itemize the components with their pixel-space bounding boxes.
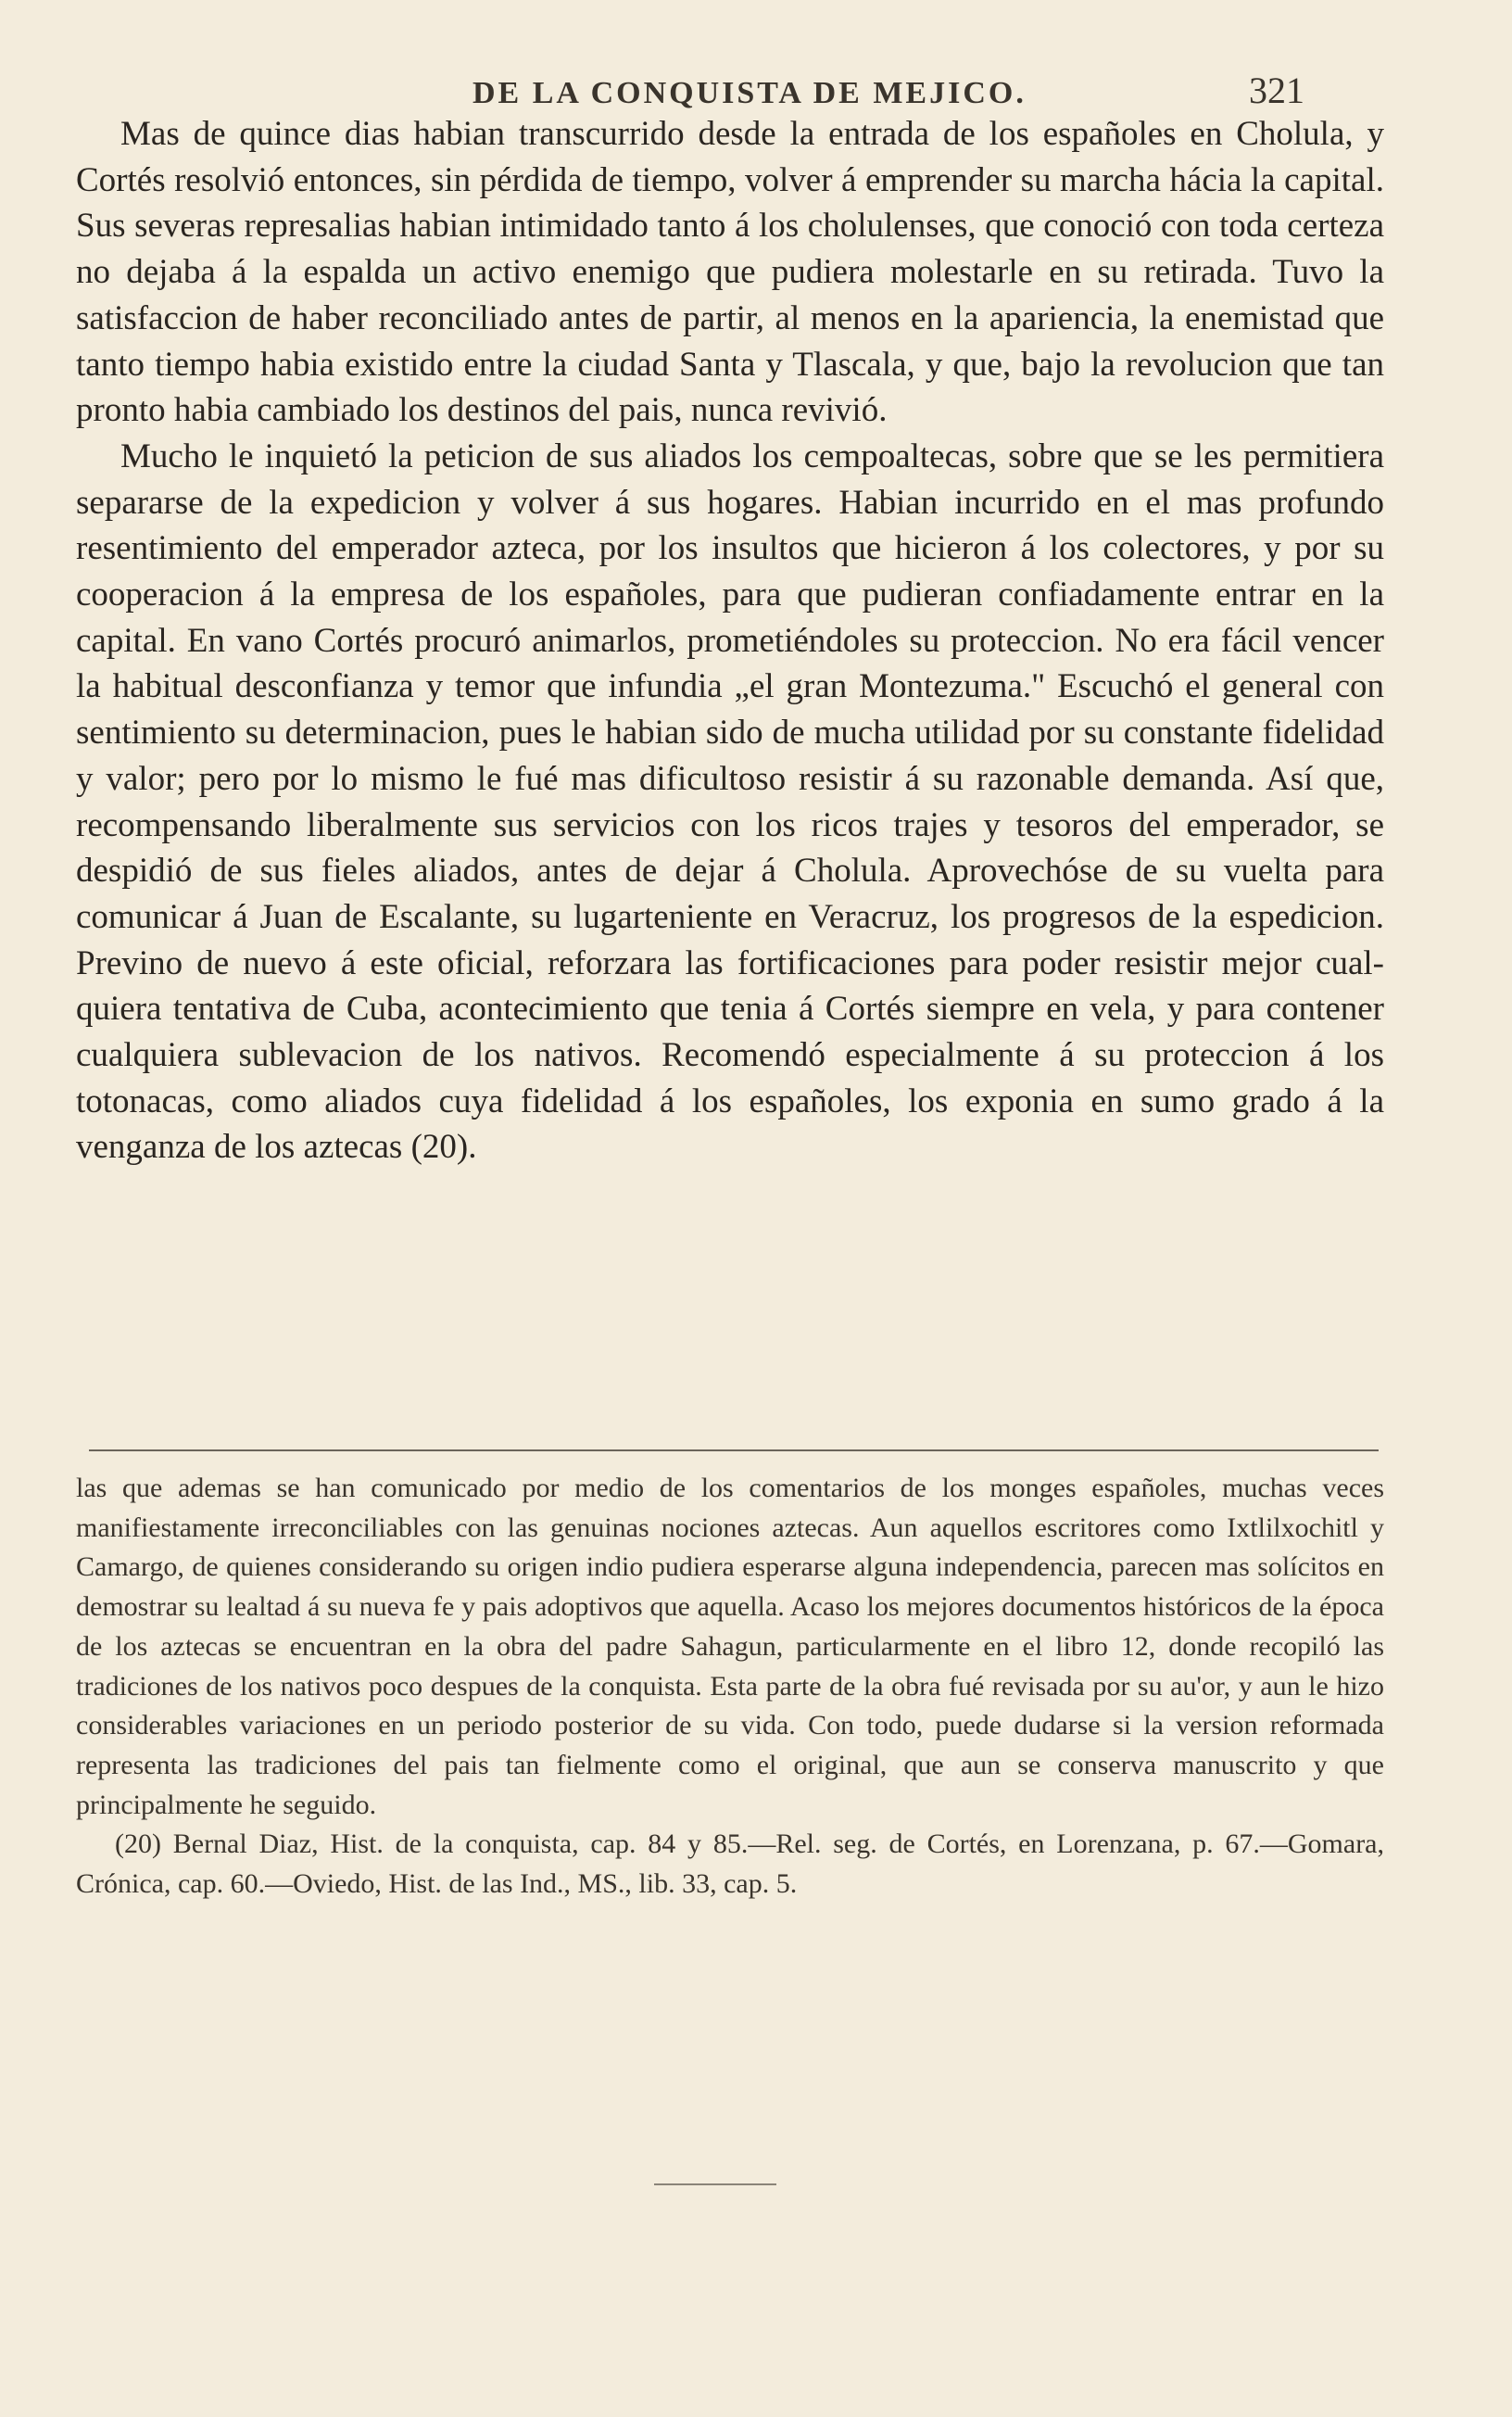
- page-header: [0, 63, 1512, 119]
- main-text: [76, 111, 1384, 1171]
- paragraph: Mas de quince dias habian transcurrido desde la entrada de los españoles en Cholula, y Cortés resolvió entonces, sin pérdida de tiempo, volver á emprender su marcha hácia la capital. Sus severas represalias habian intimidado tanto á los cholulenses, que conoció con toda certeza no dejaba á la espalda un activo enemigo que pudiera molestarle en su retirada. Tuvo la satisfaccion de haber reconciliado antes de partir, al menos en la apariencia, la enemistad que tanto tiempo habia existido entre la ciudad Santa y Tlascala, y que, bajo la revolucion que tan pronto habia cambiado los destinos del pais, nunca revivió.: [76, 115, 1384, 430]
- end-rule: [654, 2183, 776, 2185]
- footnote-separator: [89, 1449, 1379, 1451]
- running-title: DE LA CONQUISTA DE MEJICO.: [472, 76, 1027, 110]
- paragraph: Mucho le inquietó la peticion de sus aliados los cempoaltecas, sobre que se les permitiera separarse de la expedicion y volver á sus hogares. Habian incurrido en el mas profundo resentimiento del emperador azteca, por los insultos que hicieron á los colectores, y por su cooperacion á la empresa de los españoles, para que pudieran confiadamente entrar en la capital. En vano Cortés procuró animarlos, prometiéndoles su proteccion. No era fácil vencer la habitual desconfianza y temor que infundia „el gran Montezuma." Escuchó el general con sentimiento su determinacion, pues le habian sido de mucha utilidad por su constante fidelidad y valor; pero por lo mismo le fué mas dificultoso resistir á su razonable demanda. Así que, recompensando liberalmente sus servicios con los ricos trajes y tesoros del emperador, se despidió de sus fieles aliados, antes de dejar á Cholula. Aprovechóse de su vuelta para comunicar á Juan de Escalante, su lugarteniente en Veracruz, los progresos de la espedicion. Previno de nuevo á este oficial, reforzara las fortificaciones para poder resistir mejor cualquiera tentativa de Cuba, acontecimiento que tenia á Cortés siempre en vela, y para contener cualquiera sublevacion de los nativos. Recomendó especialmente á su proteccion á los totonacas, como aliados cuya fidelidad á los españoles, los exponia en sumo grado á la venganza de los aztecas (20).: [76, 437, 1384, 1167]
- footnote-continuation: las que ademas se han comunicado por medio de los comentarios de los monges españoles, muchas veces manifiestamente irreconciliables con las genuinas nociones aztecas. Aun aquellos escritores como Ixtlilxochitl y Camargo, de quienes considerando su origen indio pudiera esperarse alguna independencia, parecen mas solícitos en demostrar su lealtad á su nueva fe y pais adoptivos que aquella. Acaso los mejores documentos históricos de la época de los aztecas se encuentran en la obra del padre Sahagun, particularmente en el libro 12, donde recopiló las tradiciones de los nativos poco despues de la conquista. Esta parte de la obra fué revisada por su au'or, y aun le hizo considerables variaciones en un periodo posterior de su vida. Con todo, puede dudarse si la version reformada representa las tradiciones del pais tan fielmente como el original, que aun se conserva manuscrito y que principalmente he seguido.: [76, 1473, 1384, 1820]
- footnotes: [76, 1469, 1384, 1904]
- footnote-20: (20) Bernal Diaz, Hist. de la conquista, cap. 84 y 85.—Rel. seg. de Cortés, en Lorenzana, p. 67.—Gomara, Crónica, cap. 60.—Oviedo, Hist. de las Ind., MS., lib. 33, cap. 5.: [76, 1829, 1384, 1900]
- page-number: 321: [1249, 70, 1304, 111]
